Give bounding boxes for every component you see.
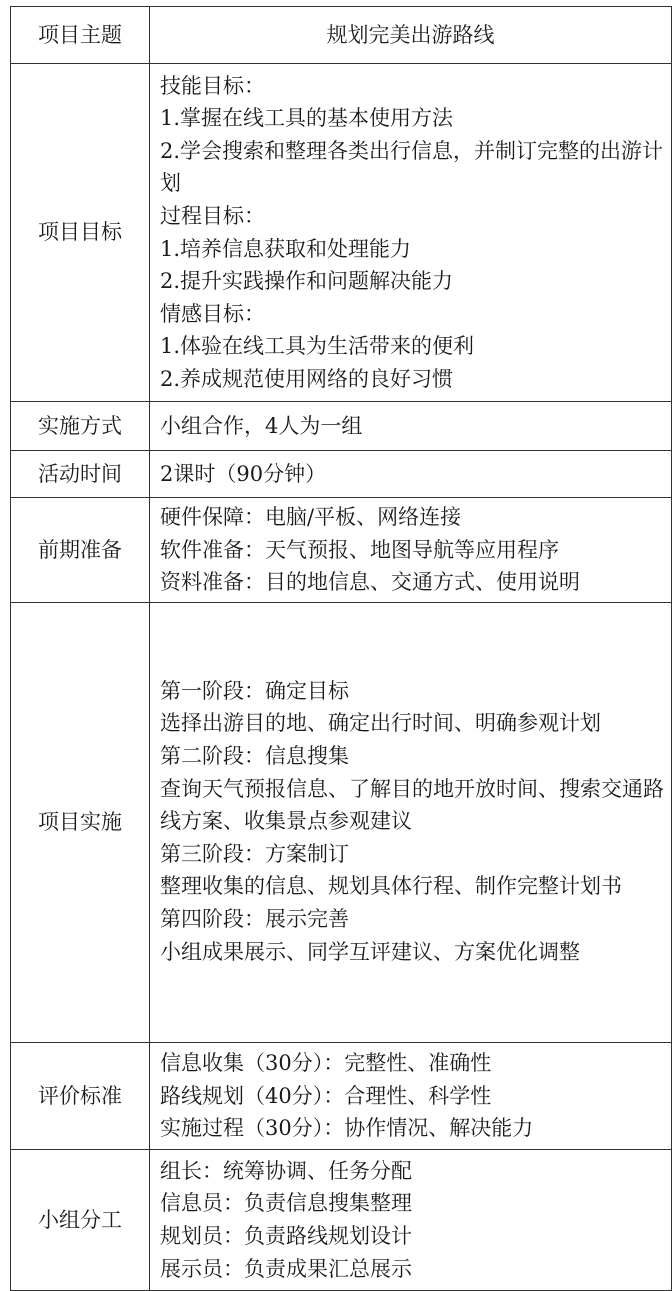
goals-line: 1.掌握在线工具的基本使用方法 <box>160 106 454 131</box>
project-plan-table <box>10 6 672 1291</box>
goals-line: 过程目标： <box>160 203 265 228</box>
row-project-implementation <box>11 603 672 1043</box>
goals-line: 1.培养信息获取和处理能力 <box>160 236 412 261</box>
row-implementation-method <box>11 402 672 451</box>
group-roles-label: 小组分工 <box>11 1150 150 1291</box>
activity-time-content <box>150 451 672 498</box>
implementation-line: 第四阶段：展示完善 <box>160 906 349 931</box>
group-roles-content <box>150 1150 672 1291</box>
project-topic-label: 项目主题 <box>11 7 150 64</box>
goals-line: 情感目标： <box>160 301 265 326</box>
project-topic-value: 规划完美出游路线 <box>150 7 672 64</box>
implementation-line: 第二阶段：信息搜集 <box>160 744 349 769</box>
role-line: 信息员：负责信息搜集整理 <box>160 1191 412 1216</box>
implementation-line: 第一阶段：确定目标 <box>160 678 349 703</box>
preparation-content <box>150 498 672 603</box>
implementation-line: 查询天气预报信息、了解目的地开放时间、搜索交通路线方案、收集景点参观建议 <box>160 776 664 834</box>
preparation-line: 硬件保障：电脑/平板、网络连接 <box>160 505 462 530</box>
goals-line: 1.体验在线工具为生活带来的便利 <box>160 334 475 359</box>
evaluation-criteria-content <box>150 1043 672 1150</box>
row-preparation <box>11 498 672 603</box>
time-line: 2课时（90分钟） <box>160 461 327 486</box>
implementation-line: 整理收集的信息、规划具体行程、制作完整计划书 <box>160 874 622 899</box>
implementation-line: 选择出游目的地、确定出行时间、明确参观计划 <box>160 711 601 736</box>
goals-line: 2.养成规范使用网络的良好习惯 <box>160 366 454 391</box>
goals-line: 2.学会搜索和整理各类出行信息，并制订完整的出游计划 <box>160 138 664 196</box>
implementation-method-content <box>150 402 672 451</box>
role-line: 组长：统筹协调、任务分配 <box>160 1158 412 1183</box>
method-line: 小组合作，4人为一组 <box>160 413 363 438</box>
project-implementation-content <box>150 603 672 1043</box>
preparation-line: 资料准备：目的地信息、交通方式、使用说明 <box>160 570 580 595</box>
role-line: 规划员：负责路线规划设计 <box>160 1224 412 1248</box>
project-goals-content <box>150 64 672 402</box>
preparation-label: 前期准备 <box>11 498 150 603</box>
role-line: 展示员：负责成果汇总展示 <box>160 1256 412 1281</box>
implementation-line: 第三阶段：方案制订 <box>160 841 349 866</box>
row-project-goals <box>11 64 672 402</box>
row-activity-time <box>11 451 672 498</box>
goals-line: 技能目标： <box>160 73 265 98</box>
evaluation-line: 实施过程（30分）：协作情况、解决能力 <box>160 1116 534 1141</box>
evaluation-line: 信息收集（30分）：完整性、准确性 <box>160 1051 492 1076</box>
row-group-roles <box>11 1150 672 1291</box>
implementation-method-label: 实施方式 <box>11 402 150 451</box>
row-evaluation-criteria <box>11 1043 672 1150</box>
preparation-line: 软件准备：天气预报、地图导航等应用程序 <box>160 537 559 562</box>
project-implementation-label: 项目实施 <box>11 603 150 1043</box>
row-project-topic <box>11 7 672 64</box>
evaluation-criteria-label: 评价标准 <box>11 1043 150 1150</box>
activity-time-label: 活动时间 <box>11 451 150 498</box>
goals-line: 2.提升实践操作和问题解决能力 <box>160 269 454 294</box>
project-goals-label: 项目目标 <box>11 64 150 402</box>
implementation-line: 小组成果展示、同学互评建议、方案优化调整 <box>160 939 580 964</box>
evaluation-line: 路线规划（40分）：合理性、科学性 <box>160 1083 492 1108</box>
